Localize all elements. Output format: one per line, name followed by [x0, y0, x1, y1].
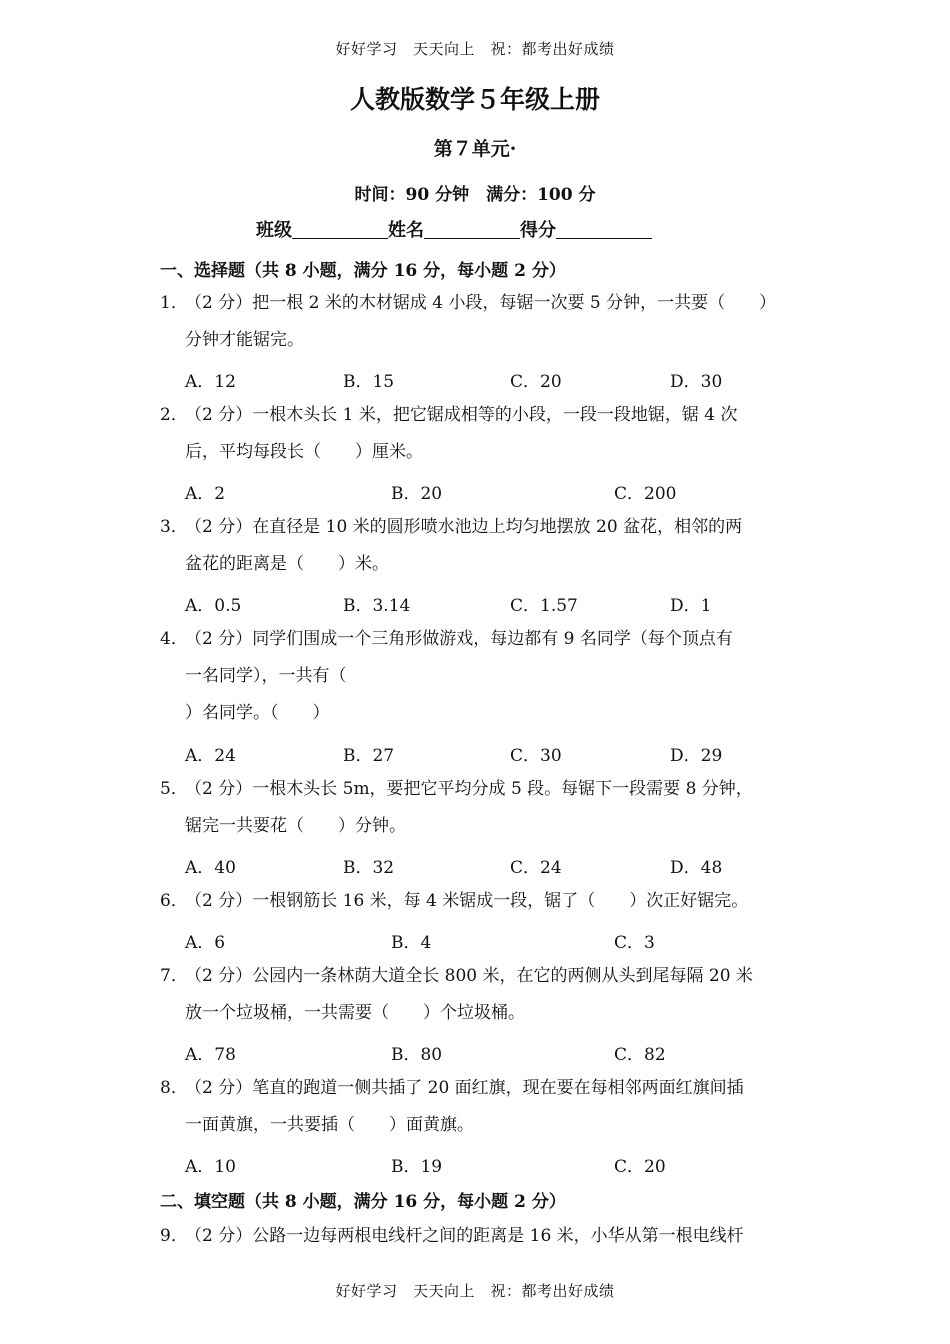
- score-label: 得分: [520, 220, 556, 241]
- question-3: 3． （2 分）在直径是 10 米的圆形喷水池边上均匀地摆放 20 盆花，相邻的两 盆花的距离是（ ）米。: [160, 517, 743, 574]
- option-c: C．20: [510, 372, 562, 392]
- question-5: 5． （2 分）一根木头长 5m，要把它平均分成 5 段。每锯下一段需要 8 分钟， 锯完一共要花（ ）分钟。: [160, 779, 753, 836]
- question-8: 8． （2 分）笔直的跑道一侧共插了 20 面红旗，现在要在每相邻两面红旗间插 一面黄旗，一共要插（ ）面黄旗。: [160, 1078, 744, 1135]
- question-6-options: [185, 928, 785, 952]
- score-blank: [556, 218, 652, 239]
- question-9: 9． （2 分）公路一边每两根电线杆之间的距离是 16 米，小华从第一根电线杆: [160, 1226, 744, 1246]
- option-b: B．15: [343, 372, 395, 392]
- question-2-options: [185, 479, 785, 503]
- option-b: B．4: [391, 933, 432, 953]
- question-1: 1． （2 分）把一根 2 米的木材锯成 4 小段，每锯一次要 5 分钟，一共要（ ） 分钟才能锯完。: [160, 293, 777, 350]
- unit-title: 第７单元·: [433, 138, 517, 160]
- option-d: D．29: [670, 746, 723, 766]
- question-4: 4． （2 分）同学们围成一个三角形做游戏，每边都有 9 名同学（每个顶点有 一名同学），一共有（ ）名同学。（ ）: [160, 629, 733, 723]
- option-a: A．10: [185, 1157, 236, 1177]
- section-heading-choice: 一、选择题（共 8 小题，满分 16 分，每小题 2 分）: [160, 261, 566, 281]
- class-label: 班级: [256, 220, 292, 241]
- question-3-options: [185, 591, 785, 615]
- page-title: 人教版数学５年级上册: [349, 85, 600, 114]
- name-label: 姓名: [388, 220, 424, 241]
- option-d: D．1: [670, 596, 712, 616]
- question-2: 2． （2 分）一根木头长 1 米，把它锯成相等的小段，一段一段地锯，锯 4 次 后，平均每段长（ ）厘米。: [160, 405, 738, 462]
- student-fields: [256, 216, 652, 242]
- question-7: 7． （2 分）公园内一条林荫大道全长 800 米，在它的两侧从头到尾每隔 20 米 放一个垃圾桶，一共需要（ ）个垃圾桶。: [160, 966, 753, 1023]
- option-b: B．19: [391, 1157, 443, 1177]
- option-c: C．200: [614, 484, 677, 504]
- question-6: 6． （2 分）一根钢筋长 16 米，每 4 米锯成一段，锯了（ ）次正好锯完。: [160, 891, 749, 911]
- question-1-options: [185, 367, 785, 391]
- section-heading-fill: 二、填空题（共 8 小题，满分 16 分，每小题 2 分）: [160, 1192, 566, 1212]
- option-a: A．0.5: [185, 596, 242, 616]
- question-4-options: [185, 741, 785, 765]
- name-blank: [424, 218, 520, 239]
- option-c: C．82: [614, 1045, 666, 1065]
- time-score: 时间：90 分钟 满分：100 分: [354, 185, 596, 205]
- option-a: A．24: [185, 746, 236, 766]
- option-c: C．20: [614, 1157, 666, 1177]
- option-b: B．80: [391, 1045, 443, 1065]
- question-5-options: [185, 853, 785, 877]
- option-a: A．78: [185, 1045, 236, 1065]
- option-c: C．1.57: [510, 596, 578, 616]
- option-c: C．3: [614, 933, 655, 953]
- option-c: C．24: [510, 858, 562, 878]
- page-header: 好好学习 天天向上 祝：都考出好成绩: [335, 40, 615, 58]
- option-b: B．27: [343, 746, 395, 766]
- option-a: A．6: [185, 933, 226, 953]
- question-7-options: [185, 1040, 785, 1064]
- option-d: D．30: [670, 372, 723, 392]
- option-a: A．12: [185, 372, 236, 392]
- option-b: B．3.14: [343, 596, 411, 616]
- option-b: B．20: [391, 484, 443, 504]
- class-blank: [292, 218, 388, 239]
- option-a: A．2: [185, 484, 226, 504]
- option-c: C．30: [510, 746, 562, 766]
- page-footer: 好好学习 天天向上 祝：都考出好成绩: [335, 1282, 615, 1300]
- option-d: D．48: [670, 858, 723, 878]
- question-8-options: [185, 1152, 785, 1176]
- option-b: B．32: [343, 858, 395, 878]
- option-a: A．40: [185, 858, 236, 878]
